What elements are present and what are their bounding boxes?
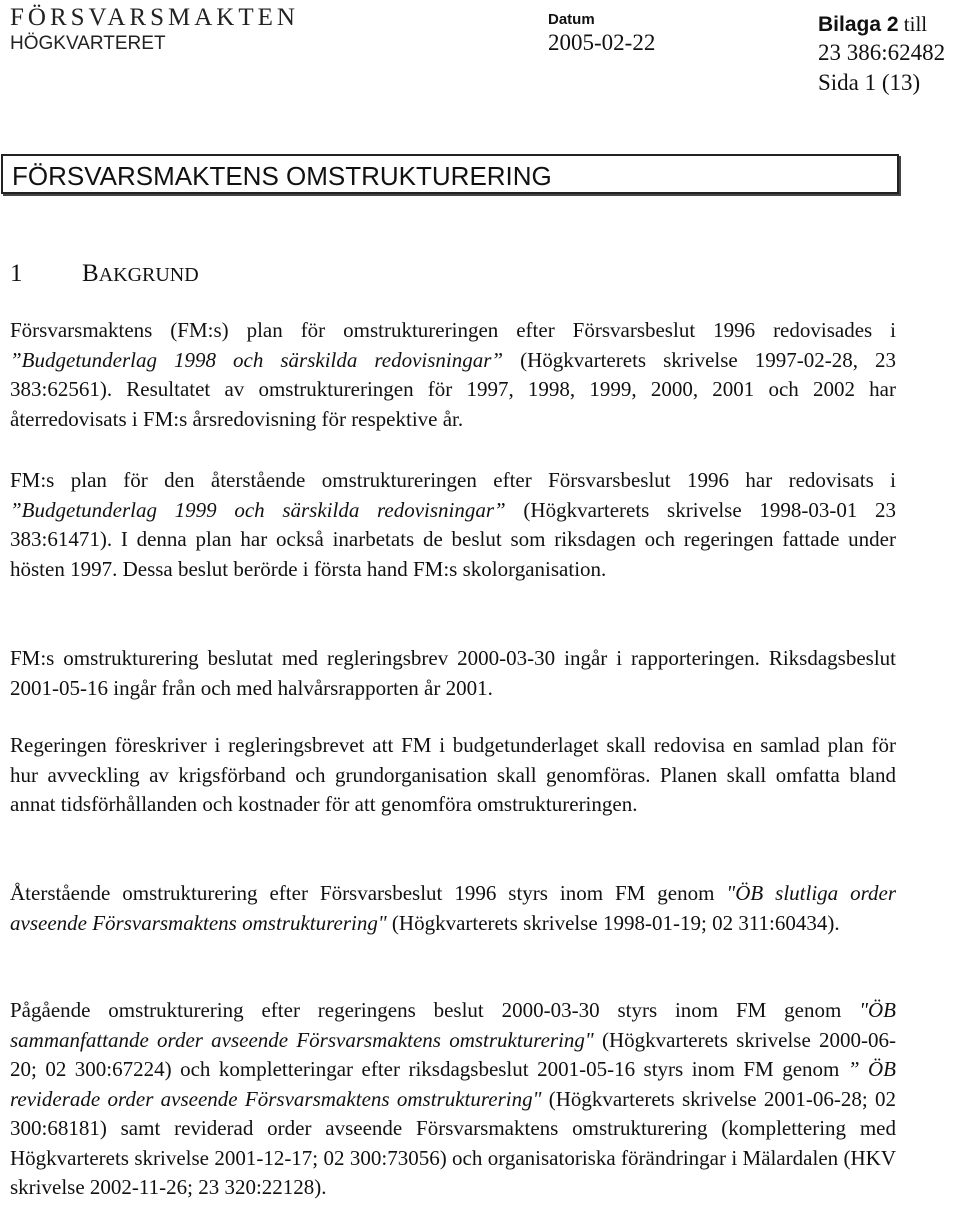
paragraph-2-title-ref: ”Budgetunderlag 1999 och särskilda redovisningar”	[10, 497, 506, 522]
section-title-initial: B	[82, 260, 99, 287]
paragraph-6	[10, 996, 896, 1203]
reference-number: 23 386:62482	[818, 40, 946, 65]
paragraph-6-text-c: (Högkvarterets skrivelse 2000-06-20; 02 300:67224) och kompletteringar efter riksdagsbeslut 2001-05-16 styrs inom FM genom	[10, 1027, 896, 1081]
paragraph-5-text-a: Återstående omstrukturering efter Försvarsbeslut 1996 styrs inom FM genom	[10, 881, 727, 905]
paragraph-6-title-ref-2: ” ÖB reviderade order avseende Försvarsmaktens omstrukturering"	[10, 1057, 896, 1111]
paragraph-3-text: FM:s omstrukturering beslutat med regleringsbrev 2000-03-30 ingår i rapporteringen. Riksdagsbeslut 2001-05-16 ingår från och med halvårsrapporten år 2001.	[10, 646, 896, 700]
section-number: 1	[10, 260, 23, 287]
paragraph-1-text-a: Försvarsmaktens (FM:s) plan för omstruktureringen efter Försvarsbeslut 1996 redovisades i	[10, 318, 896, 342]
paragraph-2-text-c: (Högkvarterets skrivelse 1998-03-01 23 383:61471). I denna plan har också inarbetats de beslut som riksdagen och regeringen fattade under hösten 1997. Dessa beslut berörde i första hand FM:s skolorganisation.	[10, 497, 896, 581]
organization-name: FÖRSVARSMAKTEN	[10, 4, 299, 31]
paragraph-1-text-c: (Högkvarterets skrivelse 1997-02-28, 23 383:62561). Resultatet av omstruktureringen för 1997, 1998, 1999, 2000, 2001 och 2002 har återredovisats i FM:s årsredovisning för respektive år.	[10, 347, 896, 431]
date-value: 2005-02-22	[548, 30, 656, 55]
paragraph-5-text-c: (Högkvarterets skrivelse 1998-01-19; 02 311:60434).	[386, 910, 840, 935]
appendix-label-rest: till	[898, 12, 928, 36]
paragraph-2	[10, 466, 896, 584]
page-number: Sida 1 (13)	[818, 70, 921, 95]
organization-unit: HÖGKVARTERET	[10, 33, 166, 54]
paragraph-1	[10, 316, 896, 434]
title-box	[1, 154, 899, 194]
document-title: FÖRSVARSMAKTENS OMSTRUKTURERING	[12, 161, 552, 191]
paragraph-4-text: Regeringen föreskriver i regleringsbrevet att FM i budgetunderlaget skall redovisa en samlad plan för hur avveckling av krigsförband och grundorganisation skall genomföras. Planen skall omfatta bland annat tidsförhållanden och kostnader för att genomföra omstruktureringen.	[10, 733, 896, 816]
section-heading	[10, 260, 199, 288]
paragraph-3	[10, 644, 896, 703]
paragraph-5	[10, 879, 896, 938]
paragraph-6-text-a: Pågående omstrukturering efter regeringens beslut 2000-03-30 styrs inom FM genom	[10, 998, 860, 1022]
paragraph-1-title-ref: ”Budgetunderlag 1998 och särskilda redovisningar”	[10, 347, 504, 372]
appendix-label	[818, 12, 927, 37]
paragraph-4	[10, 731, 896, 820]
paragraph-6-title-ref-1: "ÖB sammanfattande order avseende Försvarsmaktens omstrukturering"	[10, 998, 896, 1052]
appendix-label-bold: Bilaga 2	[818, 13, 899, 36]
paragraph-6-text-e: (Högkvarterets skrivelse 2001-06-28; 02 300:68181) samt reviderad order avseende Försvarsmaktens omstrukturering (komplettering med Högkvarterets skrivelse 2001-12-17; 02 300:73056) och organisatoriska förändringar i Mälardalen (HKV skrivelse 2002-11-26; 23 320:22128).	[10, 1086, 897, 1199]
date-label: Datum	[548, 11, 595, 28]
paragraph-2-text-a: FM:s plan för den återstående omstruktureringen efter Försvarsbeslut 1996 har redovisats i	[10, 468, 896, 492]
section-title-rest: AKGRUND	[98, 264, 199, 286]
paragraph-5-title-ref: "ÖB slutliga order avseende Försvarsmaktens omstrukturering"	[10, 881, 896, 935]
